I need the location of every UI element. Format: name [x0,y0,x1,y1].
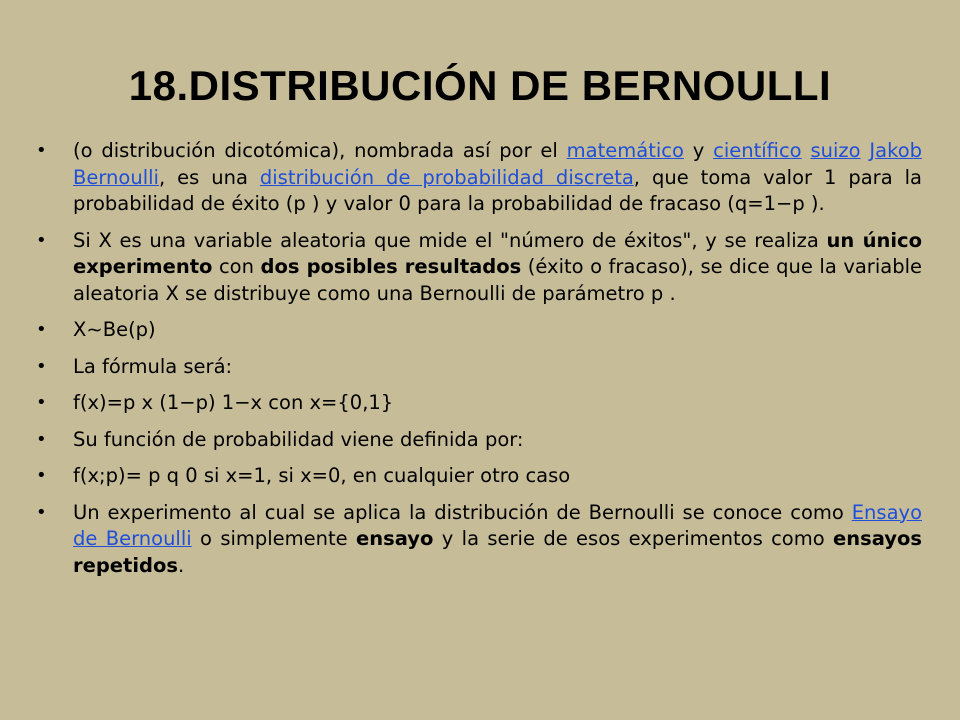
bold-text: ensayos repetidos [73,527,923,577]
bullet-formula-intro [34,354,922,381]
bold-text: ensayo [356,527,434,550]
link-distribucion-discreta[interactable]: distribución de probabilidad discreta [259,165,634,189]
text: . [178,553,185,577]
text: o simplemente [191,527,357,550]
text: con [212,255,261,278]
text: (o distribución dicotómica), nombrada así por el [73,139,567,162]
text: (éxito o fracaso), se dice que la variable aleatoria X se distribuye como una Bernoulli de parámetro p . [73,255,922,305]
text: Si X es una variable aleatoria que mide el "número de éxitos", y se realiza [73,228,827,252]
link-suizo[interactable]: suizo [810,139,861,162]
bullet-definition [34,138,922,218]
bold-text: dos posibles resultados [260,255,522,278]
bullet-piecewise [34,463,922,490]
bullet-notation [34,317,922,344]
text: y [683,139,714,162]
bullet-marker: • [36,392,47,413]
link-cientifico[interactable]: científico [713,139,802,162]
bullet-marker: • [36,319,47,340]
text: La fórmula será: [73,354,233,378]
bullet-variable [34,228,922,308]
link-matematico[interactable]: matemático [566,139,684,162]
bullet-marker: • [36,428,47,450]
bullet-marker: • [36,465,47,486]
text: , que toma valor 1 para la probabilidad de éxito (p ) y valor 0 para la probabilidad de fracaso (q=1−p ). [73,165,922,215]
bullet-marker: • [36,355,47,377]
bullet-marker: • [36,229,47,251]
text: Un experimento al cual se aplica la distribución de Bernoulli se conoce como [73,500,852,524]
slide-title: 18.DISTRIBUCIÓN DE BERNOULLI [128,62,832,109]
link-ensayo-de-bernoulli[interactable]: Ensayo de Bernoulli [73,500,922,550]
link-jakob-bernoulli[interactable]: Jakob Bernoulli [73,139,922,189]
text: Su función de probabilidad viene definida por: [73,427,524,451]
bullet-list [34,138,922,589]
bullet-marker: • [36,501,47,523]
bullet-probability-function [34,427,922,454]
text: y la serie de esos experimentos como [433,527,834,550]
bullet-ensayo [34,500,922,580]
text: X∼Be(p) [73,318,156,341]
bullet-marker: • [36,140,47,161]
text: f(x)=p x (1−p) 1−x con x={0,1} [73,391,394,414]
text: , es una [158,165,260,189]
text: f(x;p)= p q 0 si x=1, si x=0, en cualquier otro caso [73,464,571,487]
bold-text: un único experimento [73,228,922,278]
bullet-formula [34,390,922,417]
